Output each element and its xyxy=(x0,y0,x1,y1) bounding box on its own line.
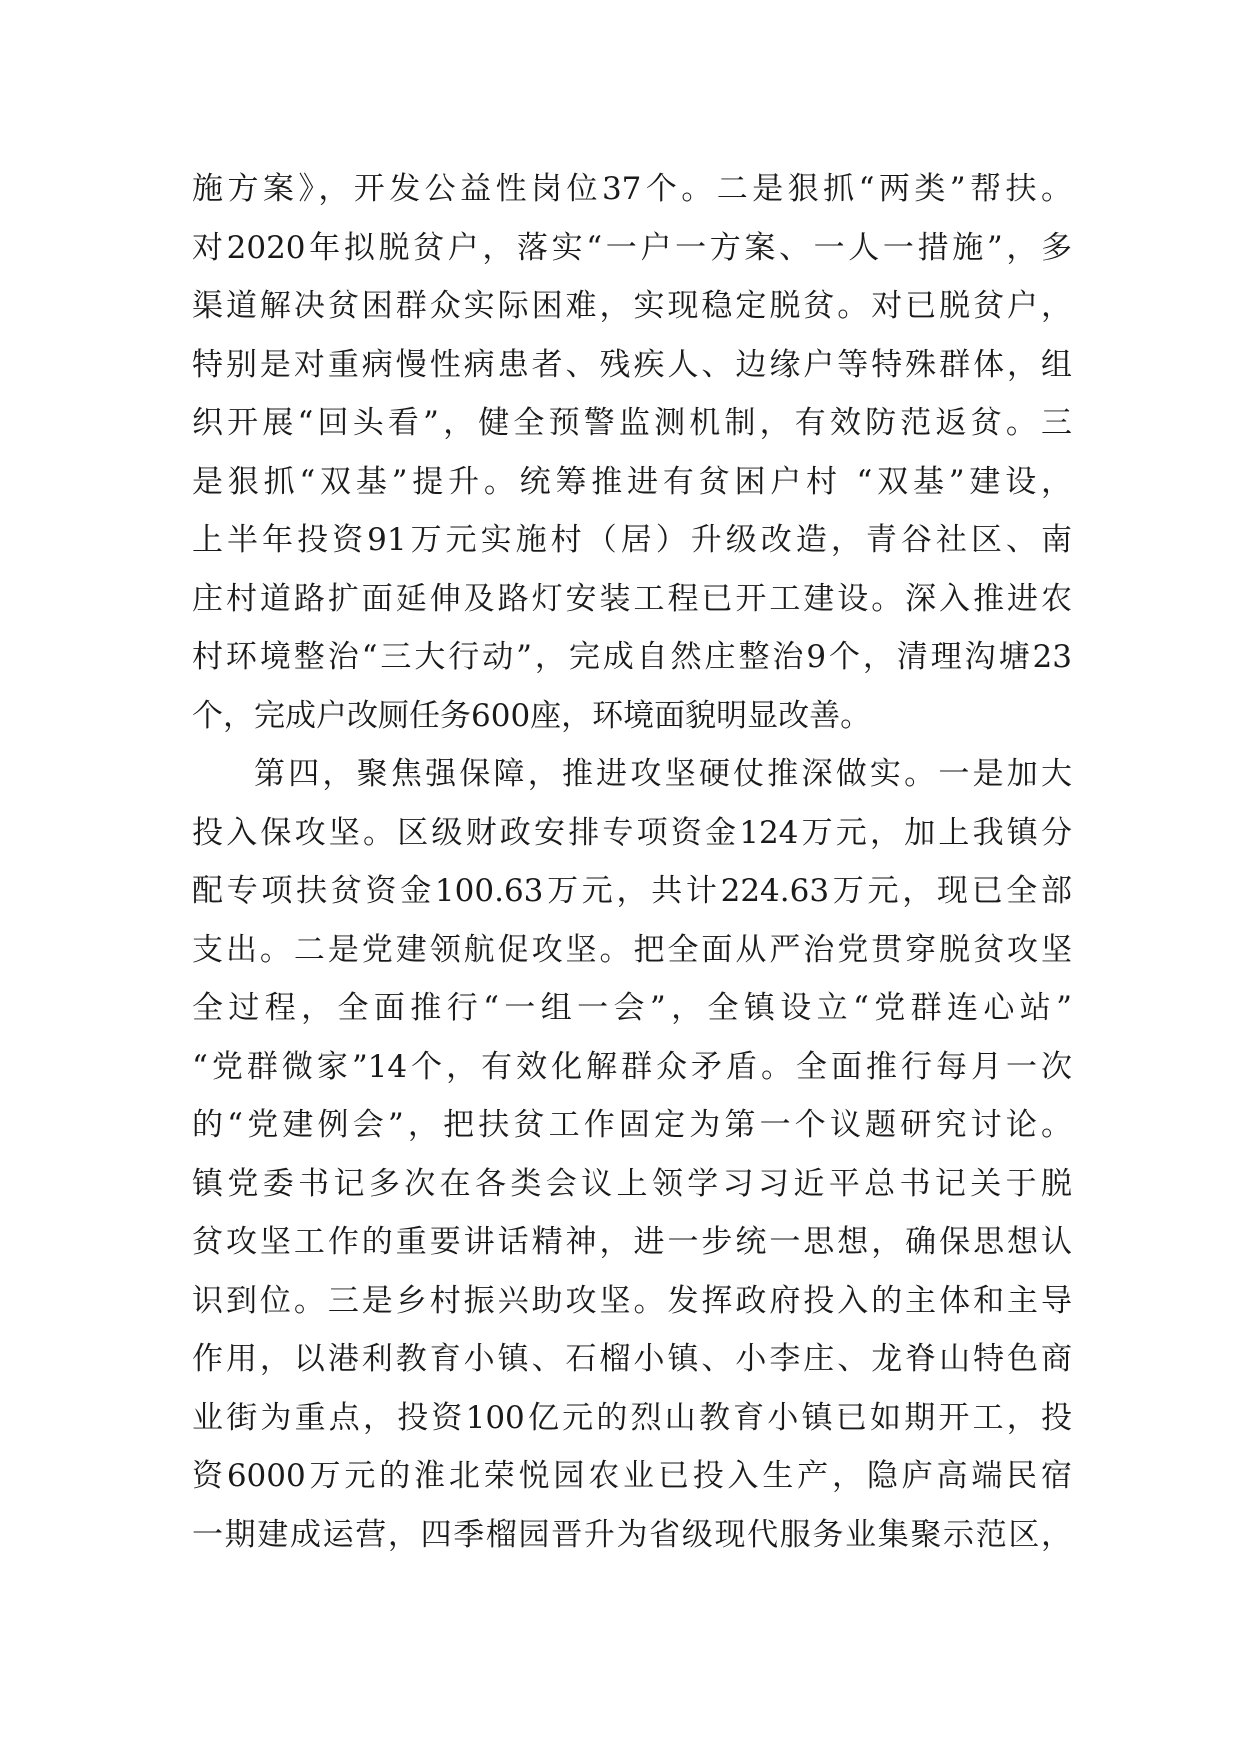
paragraph-line: 镇党委书记多次在各类会议上领学习习近平总书记关于脱 xyxy=(192,1165,1072,1202)
paragraph-line: 庄村道路扩面延伸及路灯安装工程已开工建设。深入推进农 xyxy=(192,580,1072,617)
paragraph-line: 个，完成户改厕任务600座，环境面貌明显改善。 xyxy=(192,697,872,734)
paragraph-line: 织开展“回头看”，健全预警监测机制，有效防范返贫。三 xyxy=(192,405,1072,441)
paragraph-1 xyxy=(192,160,1072,745)
paragraph-line: 业街为重点，投资100亿元的烈山教育小镇已如期开工，投 xyxy=(192,1399,1072,1436)
paragraph-line: 的“党建例会”，把扶贫工作固定为第一个议题研究讨论。 xyxy=(192,1107,1072,1143)
paragraph-line: 资6000万元的淮北荣悦园农业已投入生产，隐庐高端民宿 xyxy=(192,1458,1072,1494)
paragraph-2 xyxy=(192,745,1072,1564)
paragraph-line: “党群微家”14个，有效化解群众矛盾。全面推行每月一次 xyxy=(192,1048,1072,1085)
paragraph-line: 村环境整治“三大行动”，完成自然庄整治9个，清理沟塘23 xyxy=(192,639,1072,675)
paragraph-line: 全过程，全面推行“一组一会”，全镇设立“党群连心站” xyxy=(192,990,1072,1026)
paragraph-line: 渠道解决贫困群众实际困难，实现稳定脱贫。对已脱贫户， xyxy=(192,288,1072,324)
paragraph-line: 对2020年拟脱贫户，落实“一户一方案、一人一措施”，多 xyxy=(192,229,1072,266)
paragraph-line: 识到位。三是乡村振兴助攻坚。发挥政府投入的主体和主导 xyxy=(192,1282,1072,1319)
paragraph-line: 第四，聚焦强保障，推进攻坚硬仗推深做实。一是加大 xyxy=(254,756,1072,792)
paragraph-line: 贫攻坚工作的重要讲话精神，进一步统一思想，确保思想认 xyxy=(192,1224,1072,1260)
paragraph-line: 施方案》，开发公益性岗位37个。二是狠抓“两类”帮扶。 xyxy=(192,171,1072,207)
paragraph-line: 上半年投资91万元实施村（居）升级改造，青谷社区、南 xyxy=(192,522,1072,558)
paragraph-line: 是狠抓“双基”提升。统筹推进有贫困户村 “双基”建设， xyxy=(192,463,1072,500)
document-body xyxy=(192,160,1072,1564)
paragraph-line: 作用，以港利教育小镇、石榴小镇、小李庄、龙脊山特色商 xyxy=(192,1341,1072,1377)
paragraph-line: 配专项扶贫资金100.63万元，共计224.63万元，现已全部 xyxy=(192,873,1072,909)
paragraph-line: 一期建成运营，四季榴园晋升为省级现代服务业集聚示范区， xyxy=(192,1516,1072,1553)
paragraph-line: 支出。二是党建领航促攻坚。把全面从严治党贯穿脱贫攻坚 xyxy=(192,931,1072,968)
paragraph-line: 投入保攻坚。区级财政安排专项资金124万元，加上我镇分 xyxy=(192,814,1072,851)
paragraph-line: 特别是对重病慢性病患者、残疾人、边缘户等特殊群体，组 xyxy=(192,346,1072,383)
